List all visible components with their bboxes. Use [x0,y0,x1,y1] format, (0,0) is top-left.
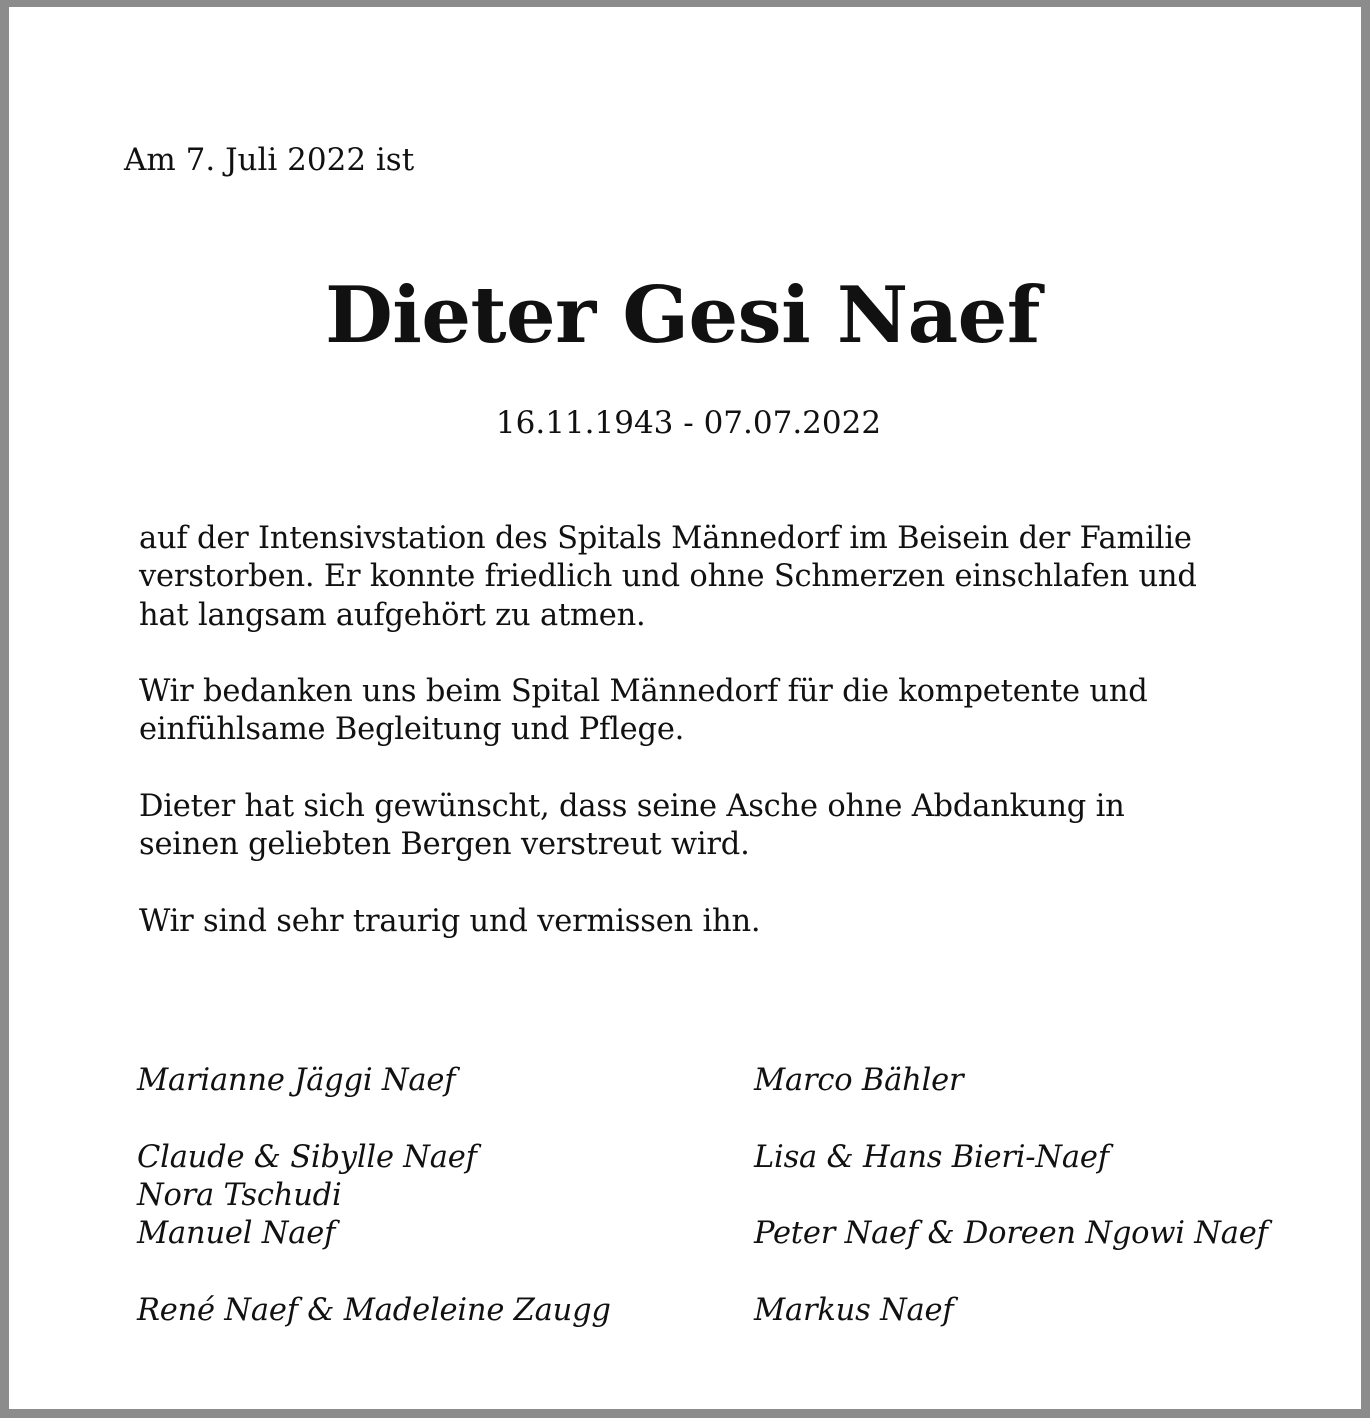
deceased-name: Dieter Gesi Naef [325,270,1040,361]
paragraph-line: seinen geliebten Bergen verstreut wird. [139,827,750,863]
mourner-name: Markus Naef [754,1293,954,1328]
paragraph-line: Wir sind sehr traurig und vermissen ihn. [139,904,761,939]
mourner-name: Marianne Jäggi Naef [137,1063,456,1098]
mourner-name: Manuel Naef [137,1216,336,1251]
paragraph-line: Wir bedanken uns beim Spital Männedorf für die kompetente und [139,674,1148,709]
intro-text: Am 7. Juli 2022 ist [124,142,415,178]
life-dates: 16.11.1943 - 07.07.2022 [495,405,882,441]
paragraph-thanks [139,673,1148,750]
mourner-name: René Naef & Madeleine Zaugg [137,1293,611,1328]
paragraph-wish [139,788,1125,865]
mourner-name: Marco Bähler [754,1063,964,1098]
paragraph-passing [139,520,1197,635]
mourner-name: Claude & Sibylle Naef [137,1140,477,1175]
paragraph-line: einfühlsame Begleitung und Pflege. [139,712,685,748]
mourner-name: Peter Naef & Doreen Ngowi Naef [754,1216,1268,1251]
mourner-name: Lisa & Hans Bieri-Naef [754,1140,1109,1175]
paragraph-line: Dieter hat sich gewünscht, dass seine Asche ohne Abdankung in [139,789,1125,824]
paragraph-line: hat langsam aufgehört zu atmen. [139,597,646,633]
mourner-name: Nora Tschudi [137,1178,342,1213]
paragraph-line: verstorben. Er konnte friedlich und ohne Schmerzen einschlafen und [139,559,1197,595]
paragraph-line: auf der Intensivstation des Spitals Männedorf im Beisein der Familie [139,521,1192,556]
paragraph-grief [139,903,760,941]
